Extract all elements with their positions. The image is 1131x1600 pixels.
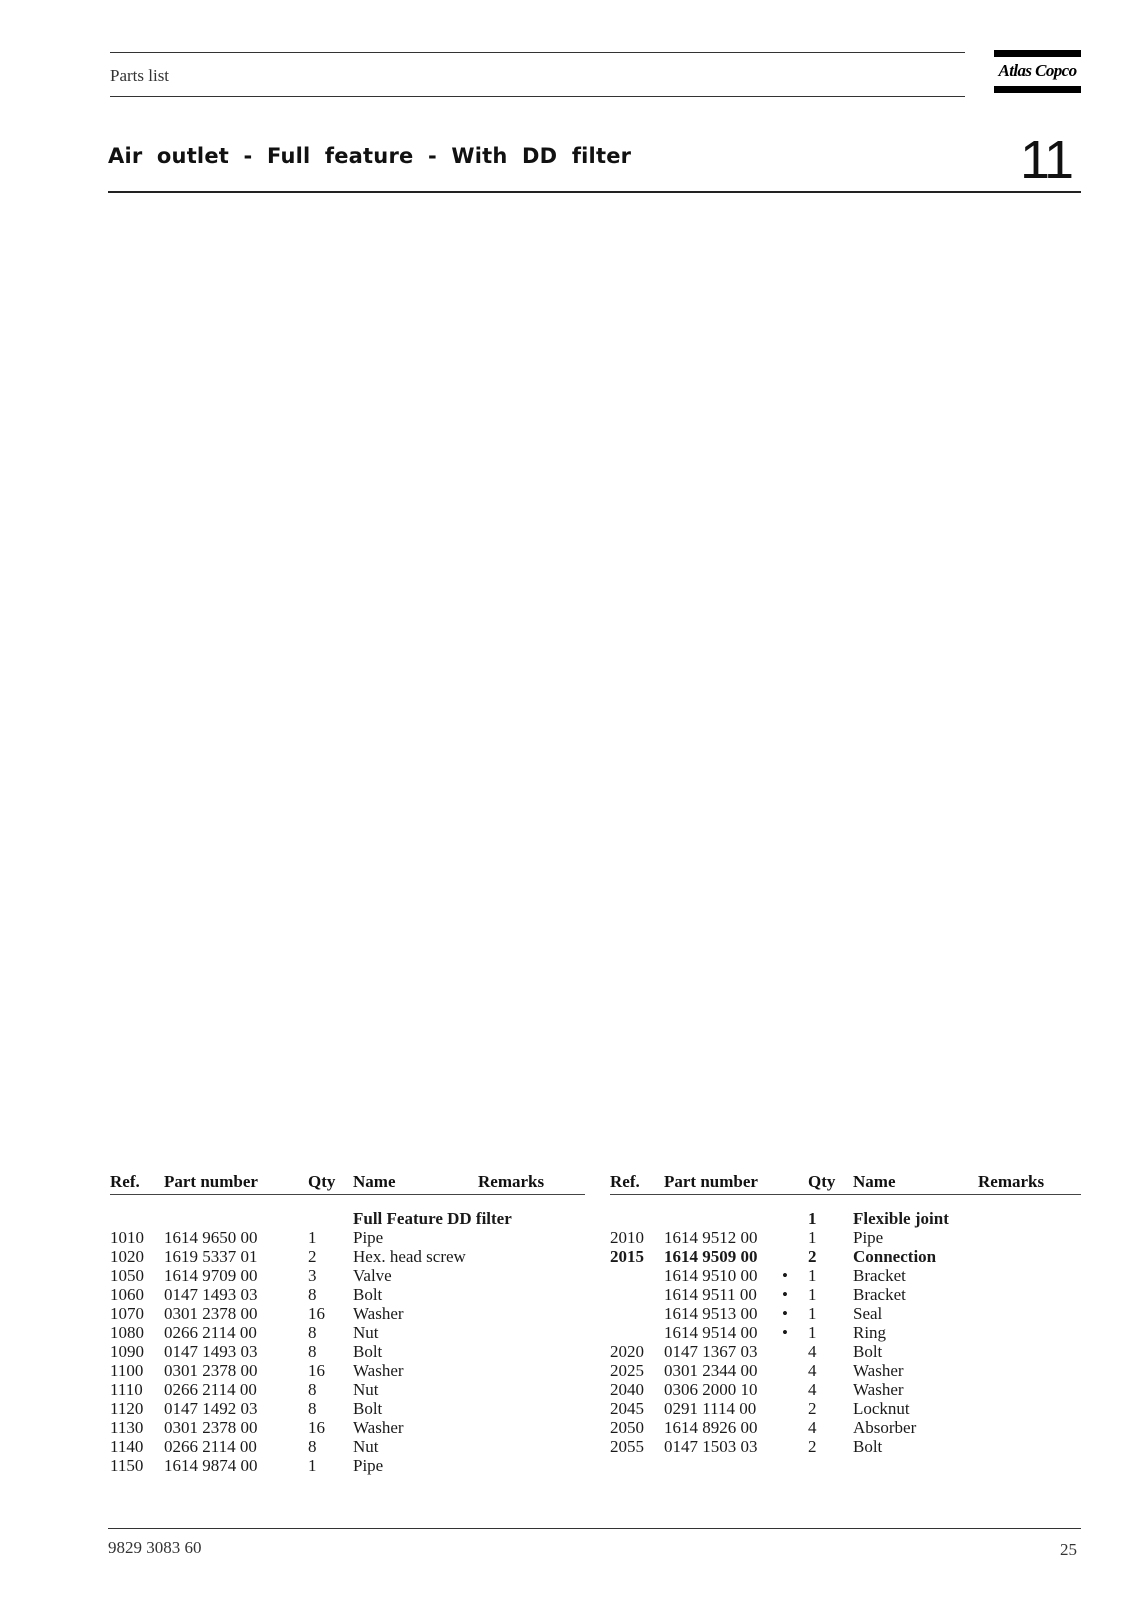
part-number-cell: 0147 1503 03 <box>664 1437 758 1456</box>
name-cell: Full Feature DD filter <box>353 1209 512 1228</box>
bullet-cell: • <box>782 1285 788 1304</box>
name-cell: Nut <box>353 1437 379 1456</box>
table-row <box>110 1361 585 1380</box>
ref-cell: 1130 <box>110 1418 144 1437</box>
name-cell: Nut <box>353 1323 379 1342</box>
table-row <box>610 1228 1081 1247</box>
table-row <box>110 1323 585 1342</box>
part-number-cell: 0266 2114 00 <box>164 1380 257 1399</box>
table-row <box>610 1342 1081 1361</box>
table-header <box>610 1172 1081 1195</box>
header-bottom-rule <box>110 96 965 97</box>
ref-cell: 2020 <box>610 1342 644 1361</box>
part-number-cell: 0301 2378 00 <box>164 1361 258 1380</box>
header-qty: Qty <box>808 1172 836 1191</box>
name-cell: Washer <box>353 1361 404 1380</box>
qty-cell: 8 <box>308 1399 317 1418</box>
document-number: 9829 3083 60 <box>108 1538 202 1557</box>
name-cell: Washer <box>853 1380 904 1399</box>
ref-cell: 1100 <box>110 1361 144 1380</box>
bullet-cell: • <box>782 1304 788 1323</box>
name-cell: Washer <box>353 1304 404 1323</box>
name-cell: Absorber <box>853 1418 917 1437</box>
part-number-cell: 0301 2344 00 <box>664 1361 758 1380</box>
footer-rule <box>108 1528 1081 1529</box>
qty-cell: 8 <box>308 1323 317 1342</box>
header-name: Name <box>353 1172 396 1191</box>
table-row <box>610 1285 1081 1304</box>
qty-cell: 2 <box>808 1437 817 1456</box>
name-cell: Connection <box>853 1247 937 1266</box>
qty-cell: 1 <box>808 1304 817 1323</box>
table-row <box>110 1247 585 1266</box>
qty-cell: 3 <box>308 1266 317 1285</box>
qty-cell: 16 <box>308 1418 325 1437</box>
page-title: Air outlet - Full feature - With DD filter <box>108 144 632 168</box>
part-number-cell: 1614 9650 00 <box>164 1228 258 1247</box>
qty-cell: 2 <box>308 1247 317 1266</box>
parts-table-right <box>610 1172 1081 1456</box>
ref-cell: 1110 <box>110 1380 143 1399</box>
table-row <box>610 1380 1081 1399</box>
name-cell: Bracket <box>853 1266 906 1285</box>
logo-text: Atlas Copco <box>998 61 1077 80</box>
ref-cell: 1010 <box>110 1228 144 1247</box>
part-number-cell: 0147 1492 03 <box>164 1399 258 1418</box>
bullet-cell: • <box>782 1323 788 1342</box>
qty-cell: 1 <box>808 1266 817 1285</box>
qty-cell: 8 <box>308 1437 317 1456</box>
name-cell: Washer <box>853 1361 904 1380</box>
table-row <box>610 1247 1081 1266</box>
header-remarks: Remarks <box>978 1172 1045 1191</box>
chapter-number: 11 <box>1020 130 1073 190</box>
name-cell: Washer <box>353 1418 404 1437</box>
bullet-cell: • <box>782 1266 788 1285</box>
name-cell: Bolt <box>853 1342 883 1361</box>
page-number: 25 <box>1060 1540 1077 1559</box>
table-header <box>110 1172 585 1195</box>
table-row <box>610 1209 1081 1228</box>
qty-cell: 4 <box>808 1361 817 1380</box>
table-row <box>110 1304 585 1323</box>
qty-cell: 8 <box>308 1342 317 1361</box>
ref-cell: 1120 <box>110 1399 144 1418</box>
part-number-cell: 0147 1493 03 <box>164 1285 258 1304</box>
ref-cell: 1150 <box>110 1456 144 1475</box>
qty-cell: 1 <box>808 1209 817 1228</box>
parts-table-left <box>110 1172 585 1475</box>
header-top-rule <box>110 52 965 53</box>
ref-cell: 2040 <box>610 1380 644 1399</box>
table-row <box>110 1266 585 1285</box>
table-row <box>610 1399 1081 1418</box>
table-row <box>610 1418 1081 1437</box>
part-number-cell: 1614 9513 00 <box>664 1304 758 1323</box>
part-number-cell: 1614 9510 00 <box>664 1266 758 1285</box>
table-row <box>110 1418 585 1437</box>
part-number-cell: 0306 2000 10 <box>664 1380 758 1399</box>
name-cell: Nut <box>353 1380 379 1399</box>
name-cell: Flexible joint <box>853 1209 949 1228</box>
table-row <box>110 1209 585 1228</box>
header-remarks: Remarks <box>478 1172 545 1191</box>
qty-cell: 1 <box>808 1285 817 1304</box>
table-row <box>110 1228 585 1247</box>
table-row <box>610 1323 1081 1342</box>
name-cell: Locknut <box>853 1399 910 1418</box>
table-body <box>110 1209 585 1475</box>
part-number-cell: 0266 2114 00 <box>164 1437 257 1456</box>
header-part-number: Part number <box>164 1172 258 1191</box>
name-cell: Bolt <box>353 1399 383 1418</box>
qty-cell: 1 <box>808 1228 817 1247</box>
header-ref: Ref. <box>610 1172 640 1191</box>
table-row <box>110 1437 585 1456</box>
qty-cell: 1 <box>308 1228 317 1247</box>
name-cell: Bolt <box>853 1437 883 1456</box>
table-row <box>110 1399 585 1418</box>
qty-cell: 16 <box>308 1304 325 1323</box>
ref-cell: 2010 <box>610 1228 644 1247</box>
qty-cell: 2 <box>808 1399 817 1418</box>
table-row <box>110 1285 585 1304</box>
ref-cell: 1050 <box>110 1266 144 1285</box>
ref-cell: 1080 <box>110 1323 144 1342</box>
header-name: Name <box>853 1172 896 1191</box>
qty-cell: 4 <box>808 1418 817 1437</box>
ref-cell: 2025 <box>610 1361 644 1380</box>
header-ref: Ref. <box>110 1172 140 1191</box>
name-cell: Ring <box>853 1323 887 1342</box>
ref-cell: 1090 <box>110 1342 144 1361</box>
part-number-cell: 0301 2378 00 <box>164 1418 258 1437</box>
table-row <box>610 1361 1081 1380</box>
name-cell: Bolt <box>353 1285 383 1304</box>
section-label: Parts list <box>110 66 170 85</box>
table-row <box>110 1342 585 1361</box>
part-number-cell: 0301 2378 00 <box>164 1304 258 1323</box>
part-number-cell: 0266 2114 00 <box>164 1323 257 1342</box>
header-part-number: Part number <box>664 1172 758 1191</box>
part-number-cell: 1614 9514 00 <box>664 1323 758 1342</box>
title-rule <box>108 191 1081 193</box>
part-number-cell: 0291 1114 00 <box>664 1399 757 1418</box>
part-number-cell: 1614 9512 00 <box>664 1228 758 1247</box>
table-row <box>110 1456 585 1475</box>
qty-cell: 4 <box>808 1380 817 1399</box>
part-number-cell: 1619 5337 01 <box>164 1247 258 1266</box>
ref-cell: 2015 <box>610 1247 644 1266</box>
part-number-cell: 1614 9509 00 <box>664 1247 758 1266</box>
name-cell: Valve <box>353 1266 392 1285</box>
part-number-cell: 0147 1367 03 <box>664 1342 758 1361</box>
table-row <box>610 1437 1081 1456</box>
part-number-cell: 1614 9874 00 <box>164 1456 258 1475</box>
logo-top-bar <box>994 50 1081 57</box>
illustration-area <box>108 200 1081 1160</box>
ref-cell: 1020 <box>110 1247 144 1266</box>
ref-cell: 1140 <box>110 1437 144 1456</box>
table-body <box>610 1209 1081 1456</box>
part-number-cell: 1614 9709 00 <box>164 1266 258 1285</box>
qty-cell: 1 <box>808 1323 817 1342</box>
table-row <box>110 1380 585 1399</box>
qty-cell: 8 <box>308 1380 317 1399</box>
part-number-cell: 1614 8926 00 <box>664 1418 758 1437</box>
name-cell: Pipe <box>853 1228 884 1247</box>
ref-cell: 2045 <box>610 1399 644 1418</box>
name-cell: Pipe <box>353 1456 384 1475</box>
qty-cell: 16 <box>308 1361 325 1380</box>
name-cell: Hex. head screw <box>353 1247 466 1266</box>
qty-cell: 2 <box>808 1247 817 1266</box>
ref-cell: 2055 <box>610 1437 644 1456</box>
table-row <box>610 1304 1081 1323</box>
name-cell: Bolt <box>353 1342 383 1361</box>
ref-cell: 2050 <box>610 1418 644 1437</box>
table-row <box>610 1266 1081 1285</box>
name-cell: Bracket <box>853 1285 906 1304</box>
ref-cell: 1060 <box>110 1285 144 1304</box>
qty-cell: 1 <box>308 1456 317 1475</box>
header-qty: Qty <box>308 1172 336 1191</box>
qty-cell: 4 <box>808 1342 817 1361</box>
name-cell: Seal <box>853 1304 883 1323</box>
part-number-cell: 0147 1493 03 <box>164 1342 258 1361</box>
atlas-copco-logo <box>994 50 1081 93</box>
qty-cell: 8 <box>308 1285 317 1304</box>
part-number-cell: 1614 9511 00 <box>664 1285 757 1304</box>
logo-bottom-bar <box>994 86 1081 93</box>
name-cell: Pipe <box>353 1228 384 1247</box>
ref-cell: 1070 <box>110 1304 144 1323</box>
